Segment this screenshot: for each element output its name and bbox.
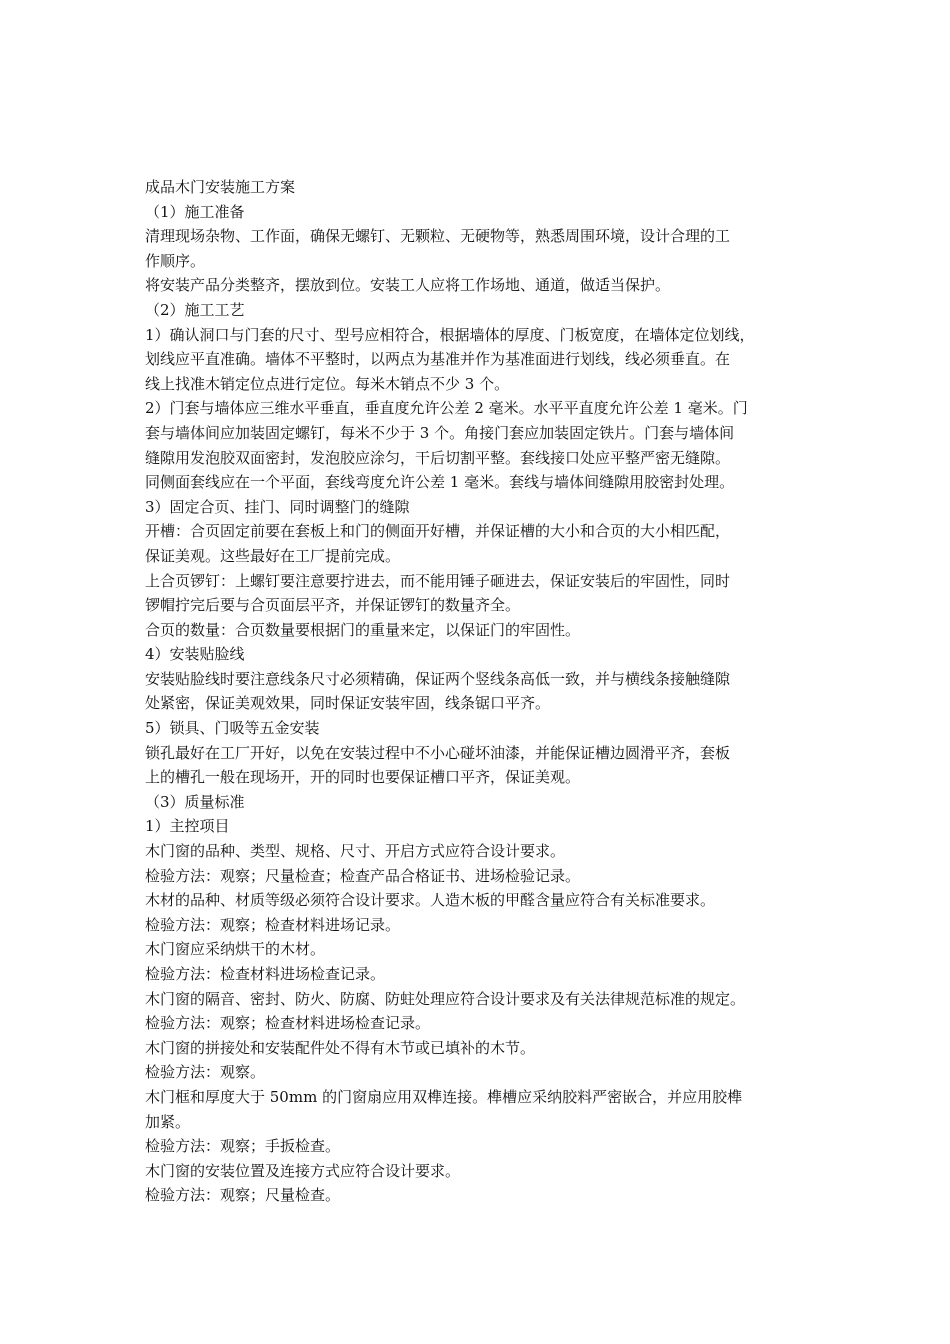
text-line: 1）确认洞口与门套的尺寸、型号应相符合，根据墙体的厚度、门板宽度，在墙体定位划线， [145, 325, 755, 344]
text-line: 木门窗的拼接处和安装配件处不得有木节或已填补的木节。 [145, 1038, 536, 1057]
text-line: 检验方法：检查材料进场检查记录。 [145, 965, 386, 983]
text-line: 检验方法：观察；检查材料进场检查记录。 [145, 1014, 431, 1033]
document-body [145, 175, 815, 1208]
text-line: 2）门套与墙体应三维水平垂直，垂直度允许公差 2 毫米。水平平直度允许公差 1 毫米。门 [145, 399, 748, 418]
text-line: 划线应平直准确。墙体不平整时，以两点为基准并作为基准面进行划线，线必须垂直。在 [145, 350, 731, 369]
text-line: 木门窗的品种、类型、规格、尺寸、开启方式应符合设计要求。 [145, 842, 566, 861]
text-line: 木门窗的隔音、密封、防火、防腐、防蛀处理应符合设计要求及有关法律规范标准的规定。 [145, 989, 746, 1008]
text-line: 将安装产品分类整齐，摆放到位。安装工人应将工作场地、通道，做适当保护。 [145, 276, 671, 295]
text-line: 木材的品种、材质等级必须符合设计要求。人造木板的甲醛含量应符合有关标准要求。 [145, 891, 716, 910]
text-line: 开槽：合页固定前要在套板上和门的侧面开好槽，并保证槽的大小和合页的大小相匹配， [145, 522, 731, 541]
text-line: 木门框和厚度大于 50mm 的门窗扇应用双榫连接。榫槽应采纳胶料严密嵌合，并应用胶榫 [145, 1087, 743, 1106]
text-line: 锣帽拧完后要与合页面层平齐，并保证锣钉的数量齐全。 [145, 596, 521, 615]
text-line: 作顺序。 [145, 251, 206, 270]
text-line: 线上找准木销定位点进行定位。每米木销点不少 3 个。 [145, 374, 510, 393]
text-line: 检验方法：观察；尺量检查。 [145, 1186, 341, 1205]
text-line: 缝隙用发泡胶双面密封，发泡胶应涂匀，干后切割平整。套线接口处应平整严密无缝隙。 [145, 448, 731, 467]
text-line: 合页的数量：合页数量要根据门的重量来定，以保证门的牢固性。 [145, 620, 581, 639]
text-line: 3）固定合页、挂门、同时调整门的缝隙 [145, 497, 410, 516]
text-line: 4）安装贴脸线 [145, 645, 245, 664]
text-line: 安装贴脸线时要注意线条尺寸必须精确，保证两个竖线条高低一致，并与横线条接触缝隙 [145, 669, 731, 688]
text-line: 5）锁具、门吸等五金安装 [145, 719, 320, 738]
document-title: 成品木门安装施工方案 [145, 178, 296, 196]
text-line: 检验方法：观察；检查材料进场记录。 [145, 915, 401, 934]
text-line: 检验方法：观察。 [145, 1063, 266, 1082]
text-line: 处紧密，保证美观效果，同时保证安装牢固，线条锯口平齐。 [145, 694, 551, 713]
text-line: 加紧。 [145, 1112, 191, 1131]
text-line: （3）质量标准 [145, 792, 245, 811]
text-line: 检验方法：观察；尺量检查；检查产品合格证书、进场检验记录。 [145, 866, 581, 885]
text-line: 木门窗应采纳烘干的木材。 [145, 940, 326, 959]
text-line: 清理现场杂物、工作面，确保无螺钉、无颗粒、无硬物等，熟悉周围环境，设计合理的工 [145, 227, 731, 246]
text-line: （2）施工工艺 [145, 300, 245, 319]
text-line: 上的槽孔一般在现场开，开的同时也要保证槽口平齐，保证美观。 [145, 768, 581, 787]
text-line: （1）施工准备 [145, 202, 245, 221]
text-line: 木门窗的安装位置及连接方式应符合设计要求。 [145, 1161, 461, 1180]
text-line: 上合页锣钉：上螺钉要注意要拧进去，而不能用锤子砸进去，保证安装后的牢固性，同时 [145, 571, 731, 590]
text-line: 检验方法：观察；手扳检查。 [145, 1137, 341, 1156]
text-line: 1）主控项目 [145, 817, 230, 836]
text-line: 同侧面套线应在一个平面，套线弯度允许公差 1 毫米。套线与墙体间缝隙用胶密封处理。 [145, 473, 735, 492]
text-line: 锁孔最好在工厂开好，以免在安装过程中不小心碰坏油漆，并能保证槽边圆滑平齐，套板 [145, 743, 731, 762]
text-line: 套与墙体间应加装固定螺钉，每米不少于 3 个。角接门套应加装固定铁片。门套与墙体间 [145, 423, 735, 442]
text-line: 保证美观。这些最好在工厂提前完成。 [145, 546, 401, 565]
